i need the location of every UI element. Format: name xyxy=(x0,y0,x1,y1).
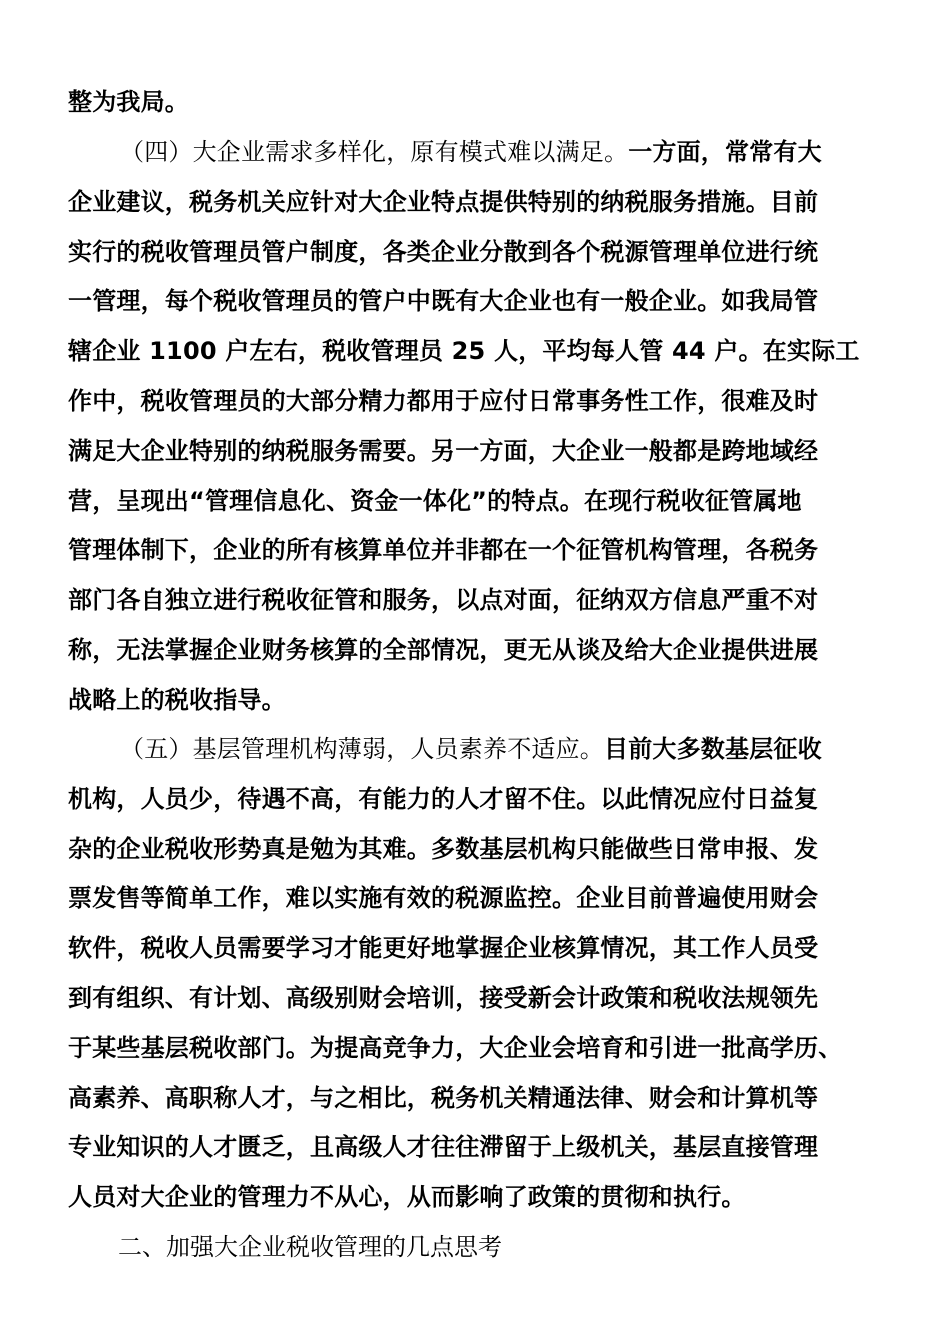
text-line: 企业建议，税务机关应针对大企业特点提供特别的纳税服务措施。目前 xyxy=(68,187,819,216)
text-line: 战略上的税收指导。 xyxy=(68,685,286,714)
text-line: 专业知识的人才匮乏，且高级人才往往滞留于上级机关，基层直接管理 xyxy=(68,1133,819,1162)
section-four-heading: （四）大企业需求多样化，原有模式难以满足。 xyxy=(120,138,629,166)
section-five-heading: （五）基层管理机构薄弱，人员素养不适应。 xyxy=(120,735,604,763)
text-line: 于某些基层税收部门。为提高竞争力，大企业会培育和引进一批高学历、 xyxy=(68,1033,843,1062)
text-line: 实行的税收管理员管户制度，各类企业分散到各个税源管理单位进行统 xyxy=(68,237,819,266)
paragraph-section-five xyxy=(68,725,868,1223)
paragraph-continuation xyxy=(68,78,868,128)
text-line-first xyxy=(68,128,868,178)
text-line: 软件，税收人员需要学习才能更好地掌握企业核算情况，其工作人员受 xyxy=(68,934,819,963)
text-line: 到有组织、有计划、高级别财会培训，接受新会计政策和税收法规领先 xyxy=(68,983,819,1012)
text-line: 满足大企业特别的纳税服务需要。另一方面，大企业一般都是跨地域经 xyxy=(68,436,819,465)
text-line: 称，无法掌握企业财务核算的全部情况，更无从谈及给大企业提供进展 xyxy=(68,635,819,664)
paragraph-section-four xyxy=(68,128,868,726)
section-four-bold-lead: 一方面，常常有大 xyxy=(628,138,822,166)
text-line: 营，呈现出“管理信息化、资金一体化”的特点。在现行税收征管属地 xyxy=(68,486,802,515)
text-line-first xyxy=(68,725,868,775)
section-five-bold-lead: 目前大多数基层征收 xyxy=(604,735,822,763)
text-line: 票发售等简单工作，难以实施有效的税源监控。企业目前普遍使用财会 xyxy=(68,884,819,913)
section-heading: 二、加强大企业税收管理的几点思考 xyxy=(118,1233,502,1261)
text-line: 高素养、高职称人才，与之相比，税务机关精通法律、财会和计算机等 xyxy=(68,1083,819,1112)
text-line: 杂的企业税收形势真是勉为其难。多数基层机构只能做些日常申报、发 xyxy=(68,834,819,863)
text-line: 作中，税收管理员的大部分精力都用于应付日常事务性工作，很难及时 xyxy=(68,386,819,415)
text-line: 整为我局。 xyxy=(68,88,189,116)
text-line: 人员对大企业的管理力不从心，从而影响了政策的贯彻和执行。 xyxy=(68,1183,746,1212)
text-line: 机构，人员少，待遇不高，有能力的人才留不住。以此情况应付日益复 xyxy=(68,784,819,813)
text-line: 辖企业 1100 户左右，税收管理员 25 人，平均每人管 44 户。在实际工 xyxy=(68,337,860,366)
text-line: 管理体制下，企业的所有核算单位并非都在一个征管机构管理，各税务 xyxy=(68,536,819,565)
text-line: 部门各自独立进行税收征管和服务，以点对面，征纳双方信息严重不对 xyxy=(68,586,819,615)
text-line: 一管理，每个税收管理员的管户中既有大企业也有一般企业。如我局管 xyxy=(68,287,819,316)
